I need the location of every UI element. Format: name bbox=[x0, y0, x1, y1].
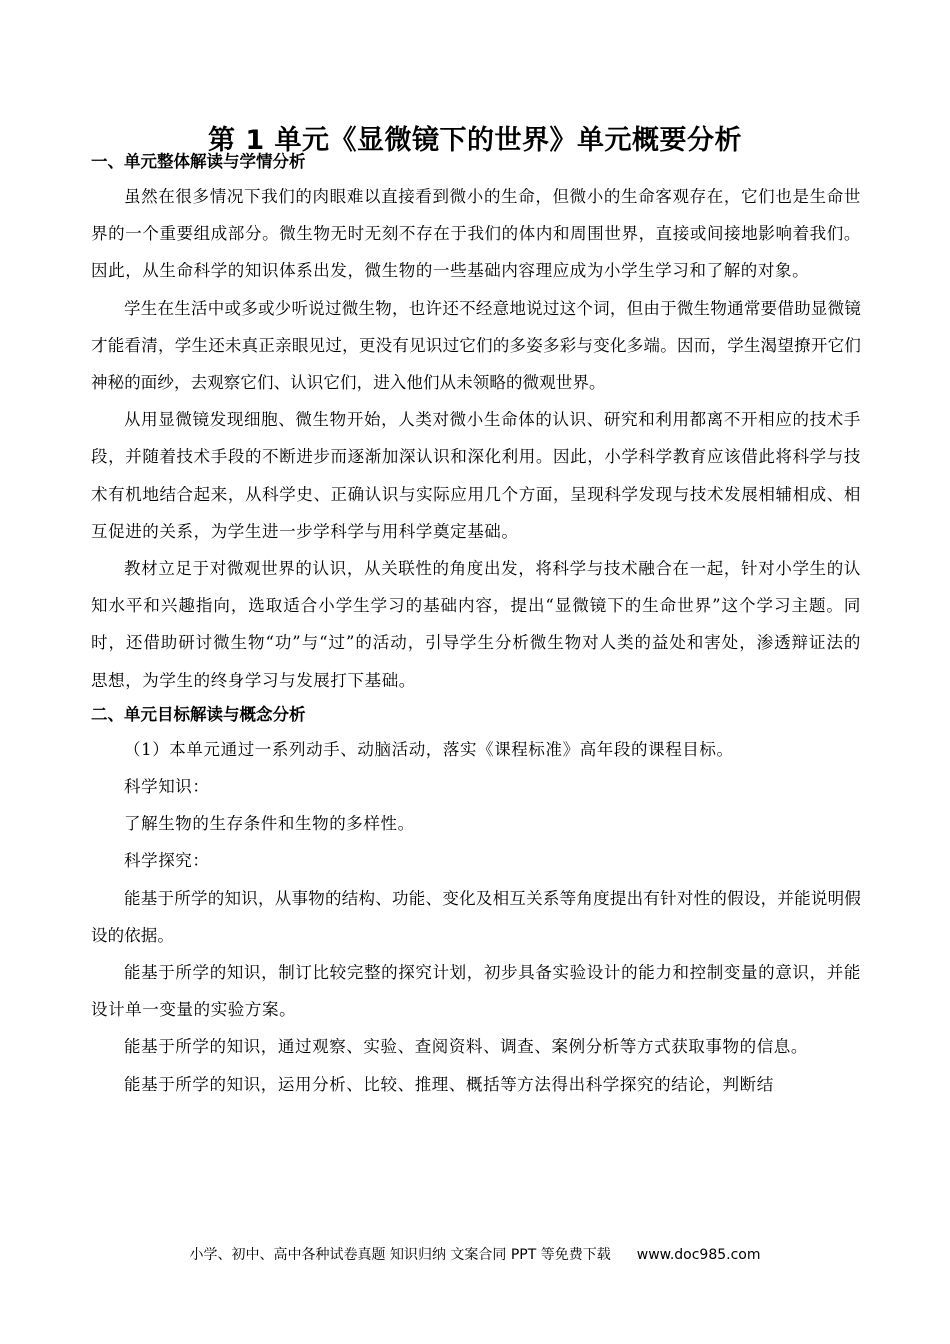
paragraph: 科学探究： bbox=[124, 851, 210, 871]
paragraph: 了解生物的生存条件和生物的多样性。 bbox=[124, 814, 415, 834]
paragraph: 能基于所学的知识，从事物的结构、功能、变化及相互关系等角度提出有针对性的假设，并能说明假设的依据。 bbox=[91, 888, 861, 945]
paragraph: 学生在生活中或多或少听说过微生物，也许还不经意地说过这个词，但由于微生物通常要借助显微镜才能看清，学生还未真正亲眼见过，更没有见识过它们的多姿多彩与变化多端。因而，学生渴望撩开它们神秘的面纱，去观察它们、认识它们，进入他们从未领略的微观世界。 bbox=[91, 298, 861, 393]
section-heading-1: 一、单元整体解读与学情分析 bbox=[91, 152, 306, 171]
document-body bbox=[91, 146, 861, 1103]
paragraph: 虽然在很多情况下我们的肉眼难以直接看到微小的生命，但微小的生命客观存在，它们也是生命世界的一个重要组成部分。微生物无时无刻不存在于我们的体内和周围世界，直接或间接地影响着我们。因此，从生命科学的知识体系出发，微生物的一些基础内容理应成为小学生学习和了解的对象。 bbox=[91, 187, 861, 281]
paragraph: 科学知识： bbox=[124, 777, 210, 797]
paragraph: 能基于所学的知识，运用分析、比较、推理、概括等方法得出科学探究的结论，判断结 bbox=[124, 1074, 774, 1094]
paragraph: 能基于所学的知识，通过观察、实验、查阅资料、调查、案例分析等方式获取事物的信息。 bbox=[124, 1037, 808, 1057]
section-heading-2: 二、单元目标解读与概念分析 bbox=[91, 704, 306, 724]
footer-text: 小学、初中、高中各种试卷真题 知识归纳 文案合同 PPT 等免费下载 bbox=[189, 1247, 611, 1263]
paragraph: 教材立足于对微观世界的认识，从关联性的角度出发，将科学与技术融合在一起，针对小学生的认知水平和兴趣指向，选取适合小学生学习的基础内容，提出“显微镜下的生命世界”这个学习主题。同时，还借助研讨微生物“功”与“过”的活动，引导学生分析微生物对人类的益处和害处，渗透辩证法的思想，为学生的终身学习与发展打下基础。 bbox=[91, 559, 861, 690]
footer-site-link[interactable]: www.doc985.com bbox=[636, 1247, 761, 1263]
paragraph: 能基于所学的知识，制订比较完整的探究计划，初步具备实验设计的能力和控制变量的意识，并能设计单一变量的实验方案。 bbox=[91, 963, 861, 1020]
paragraph: （1）本单元通过一系列动手、动脑活动，落实《课程标准》高年段的课程目标。 bbox=[124, 739, 734, 759]
paragraph: 从用显微镜发现细胞、微生物开始，人类对微小生命体的认识、研究和利用都离不开相应的技术手段，并随着技术手段的不断进步而逐渐加深认识和深化利用。因此，小学科学教育应该借此将科学与技术有机地结合起来，从科学史、正确认识与实际应用几个方面，呈现科学发现与技术发展相辅相成、相互促进的关系，为学生进一步学科学与用科学奠定基础。 bbox=[91, 410, 861, 541]
page-footer bbox=[0, 1244, 950, 1266]
page-title: 第 1 单元《显微镜下的世界》单元概要分析 bbox=[207, 125, 743, 157]
